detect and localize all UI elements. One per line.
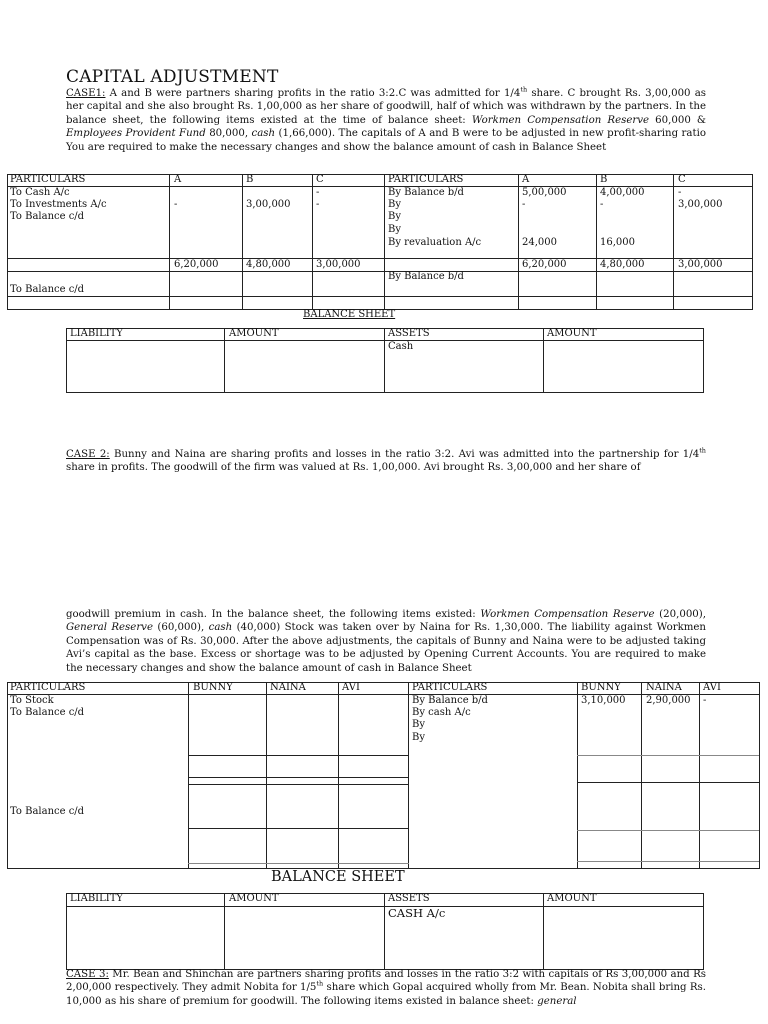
total-a-dr: 6,20,000 bbox=[174, 259, 219, 270]
total-b-cr: 4,80,000 bbox=[600, 259, 645, 270]
header-particulars-cr: PARTICULARS bbox=[412, 682, 488, 693]
cr-b-value: - bbox=[600, 199, 604, 210]
case2-paragraph-continued: goodwill premium in cash. In the balance sheet, the following items existed: Workmen Compensation Reserve (20,000), General Reserve (60,000), cash (40,000) Stock was taken over by Naina for Rs. 1,30,000. The liability against Workmen Compensation was of Rs. 30,000. After the above adjustments, the capitals of Bunny and Naina were to be adjusted taking Avi’s capital as the base. Excess or shortage was to be adjusted by Opening Current Accounts. You are required to make the necessary changes and show the balance amount of cash in Balance Sheet bbox=[66, 609, 706, 674]
bs-header-assets: ASSETS bbox=[388, 893, 430, 904]
cr-item: By bbox=[412, 719, 425, 730]
cr-item: By bbox=[388, 224, 401, 235]
header-particulars-dr: PARTICULARS bbox=[10, 174, 86, 185]
case1-label: CASE1: bbox=[66, 88, 106, 99]
header-avi-dr: AVI bbox=[342, 682, 360, 693]
total-c-dr: 3,00,000 bbox=[316, 259, 361, 270]
dr-item: To Balance c/d bbox=[10, 211, 85, 222]
cr-a-value: 5,00,000 bbox=[522, 187, 567, 198]
header-bunny-cr: BUNNY bbox=[581, 682, 621, 693]
total-a-cr: 6,20,000 bbox=[522, 259, 567, 270]
header-b-cr: B bbox=[600, 174, 608, 185]
total-b-dr: 4,80,000 bbox=[246, 259, 291, 270]
bs-asset-cash: CASH A/c bbox=[388, 906, 446, 920]
cr-item: By Balance b/d bbox=[388, 187, 464, 198]
cr-naina-value: 2,90,000 bbox=[646, 695, 691, 706]
case3-paragraph: CASE 3: Mr. Bean and Shinchan are partners sharing profits and losses in the ratio 3:2 with capitals of Rs 3,00,000 and Rs 2,00,000 respectively. They admit Nobita for 1/5th share which Gopal acquired wholly from Mr. Bean. Nobita shall bring Rs. 10,000 as his share of premium for goodwill. The following items existed in balance sheet: general bbox=[66, 969, 706, 1007]
case1-balance-sheet-table bbox=[66, 328, 703, 392]
header-a-dr: A bbox=[174, 174, 182, 185]
cr-item: By revaluation A/c bbox=[388, 237, 482, 248]
cr-bunny-value: 3,10,000 bbox=[581, 695, 626, 706]
bs-header-amount: AMOUNT bbox=[547, 893, 597, 904]
case2-capital-table bbox=[7, 682, 759, 868]
case2-paragraph: CASE 2: Bunny and Naina are sharing profits and losses in the ratio 3:2. Avi was admitted into the partnership for 1/4th share in profits. The goodwill of the firm was valued at Rs. 1,00,000. Avi brought Rs. 3,00,000 and her share of bbox=[66, 446, 706, 474]
bs-asset-cash: Cash bbox=[388, 341, 414, 352]
header-c-cr: C bbox=[678, 174, 686, 185]
bs-header-assets: ASSETS bbox=[388, 328, 430, 339]
header-c-dr: C bbox=[316, 174, 324, 185]
bottom-dr-item: To Balance c/d bbox=[10, 284, 85, 295]
cr-c-value: - bbox=[678, 187, 682, 198]
dr-item: To Stock bbox=[10, 695, 54, 706]
cr-avi-value: - bbox=[703, 695, 707, 706]
cr-b-value: 4,00,000 bbox=[600, 187, 645, 198]
dr-item: To Investments A/c bbox=[10, 199, 107, 210]
header-naina-cr: NAINA bbox=[646, 682, 682, 693]
bs-header-liability: LIABILITY bbox=[70, 893, 123, 904]
header-particulars-dr: PARTICULARS bbox=[10, 682, 86, 693]
case3-label: CASE 3: bbox=[66, 969, 109, 980]
bs-header-amount: AMOUNT bbox=[229, 328, 279, 339]
dr-b-value: 3,00,000 bbox=[246, 199, 291, 210]
header-b-dr: B bbox=[246, 174, 254, 185]
case1-paragraph: CASE1: A and B were partners sharing profits in the ratio 3:2.C was admitted for 1/4th share. C brought Rs. 3,00,000 as her capital and she also brought Rs. 1,00,000 as her share of goodwill, half of which was withdrawn by the partners. In the balance sheet, the following items existed at the time of balance sheet: Workmen Compensation Reserve 60,000 & Employees Provident Fund 80,000, cash (1,66,000). The capitals of A and B were to be adjusted in new profit-sharing ratio You are required to make the necessary changes and show the balance amount of cash in Balance Sheet bbox=[66, 85, 706, 153]
header-avi-cr: AVI bbox=[703, 682, 721, 693]
header-naina-dr: NAINA bbox=[270, 682, 306, 693]
bottom-cr-item: By Balance b/d bbox=[388, 271, 464, 282]
header-particulars-cr: PARTICULARS bbox=[388, 174, 464, 185]
header-a-cr: A bbox=[522, 174, 530, 185]
cr-a-value: 24,000 bbox=[522, 237, 557, 248]
bs-header-amount: AMOUNT bbox=[229, 893, 279, 904]
cr-b-value: 16,000 bbox=[600, 237, 635, 248]
dr-c-value: - bbox=[316, 187, 320, 198]
cr-item: By bbox=[388, 199, 401, 210]
dr-item: To Balance c/d bbox=[10, 707, 85, 718]
dr-item: To Cash A/c bbox=[10, 187, 70, 198]
total-c-cr: 3,00,000 bbox=[678, 259, 723, 270]
dr-item: To Balance c/d bbox=[10, 806, 85, 817]
bs-header-liability: LIABILITY bbox=[70, 328, 123, 339]
cr-item: By bbox=[412, 732, 425, 743]
dr-c-value: - bbox=[316, 199, 320, 210]
cr-item: By bbox=[388, 211, 401, 222]
case2-balance-sheet-title: BALANCE SHEET bbox=[271, 869, 405, 885]
cr-item: By Balance b/d bbox=[412, 695, 488, 706]
case1-capital-table bbox=[7, 174, 752, 309]
case2-label: CASE 2: bbox=[66, 449, 110, 460]
bs-header-amount: AMOUNT bbox=[547, 328, 597, 339]
case2-balance-sheet-table bbox=[66, 893, 703, 969]
cr-a-value: - bbox=[522, 199, 526, 210]
case1-balance-sheet-title: BALANCE SHEET bbox=[303, 309, 396, 320]
cr-c-value: 3,00,000 bbox=[678, 199, 723, 210]
dr-a-value: - bbox=[174, 199, 178, 210]
header-bunny-dr: BUNNY bbox=[193, 682, 233, 693]
cr-item: By cash A/c bbox=[412, 707, 471, 718]
page-title: CAPITAL ADJUSTMENT bbox=[66, 67, 279, 87]
